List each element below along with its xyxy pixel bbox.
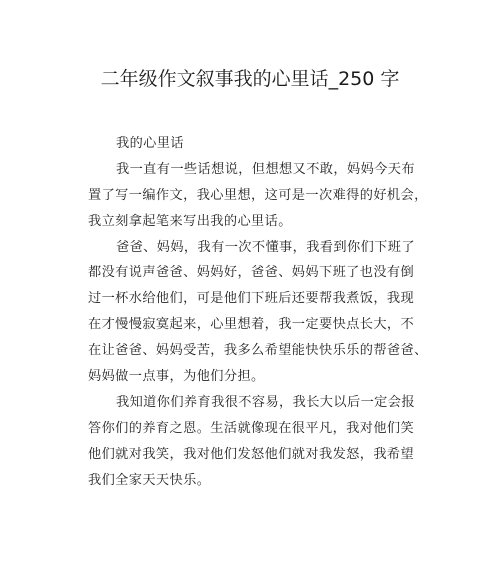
- paragraph-2-line-5: 在让爸爸、妈妈受苦，我多么希望能快快乐乐的帮爸爸、: [88, 343, 428, 359]
- paragraph-2-line-3: 过一杯水给他们，可是他们下班后还要帮我煮饭，我现: [88, 291, 415, 307]
- paragraph-3-line-2: 答你们的养育之恩。生活就像现在很平凡，我对他们笑: [88, 420, 415, 436]
- document-body: [88, 131, 428, 493]
- paragraph-1-line-3: 我立刻拿起笔来写出我的心里话。: [88, 213, 292, 229]
- section-heading: 我的心里话: [116, 136, 184, 151]
- paragraph-3-line-4: 我们全家天天快乐。: [88, 472, 211, 488]
- paragraph-1-line-1: 我一直有一些话想说，但想想又不敢，妈妈今天布: [116, 161, 415, 177]
- paragraph-3-line-3: 他们就对我笑，我对他们发怒他们就对我发怒，我希望: [88, 446, 415, 462]
- paragraph-2-line-1: 爸爸、妈妈，我有一次不懂事，我看到你们下班了: [116, 239, 415, 255]
- paragraph-1-line-2: 置了写一编作文，我心里想，这可是一次难得的好机会，: [88, 187, 428, 203]
- paragraph-2-line-2: 都没有说声爸爸、妈妈好，爸爸、妈妈下班了也没有倒: [88, 265, 415, 281]
- document-title: 二年级作文叙事我的心里话_250 字: [100, 68, 400, 90]
- paragraph-3-line-1: 我知道你们养育我很不容易，我长大以后一定会报: [116, 394, 415, 410]
- paragraph-2-line-4: 在才慢慢寂寞起来，心里想着，我一定要快点长大，不: [88, 317, 415, 333]
- paragraph-2-line-6: 妈妈做一点事，为他们分担。: [88, 369, 265, 385]
